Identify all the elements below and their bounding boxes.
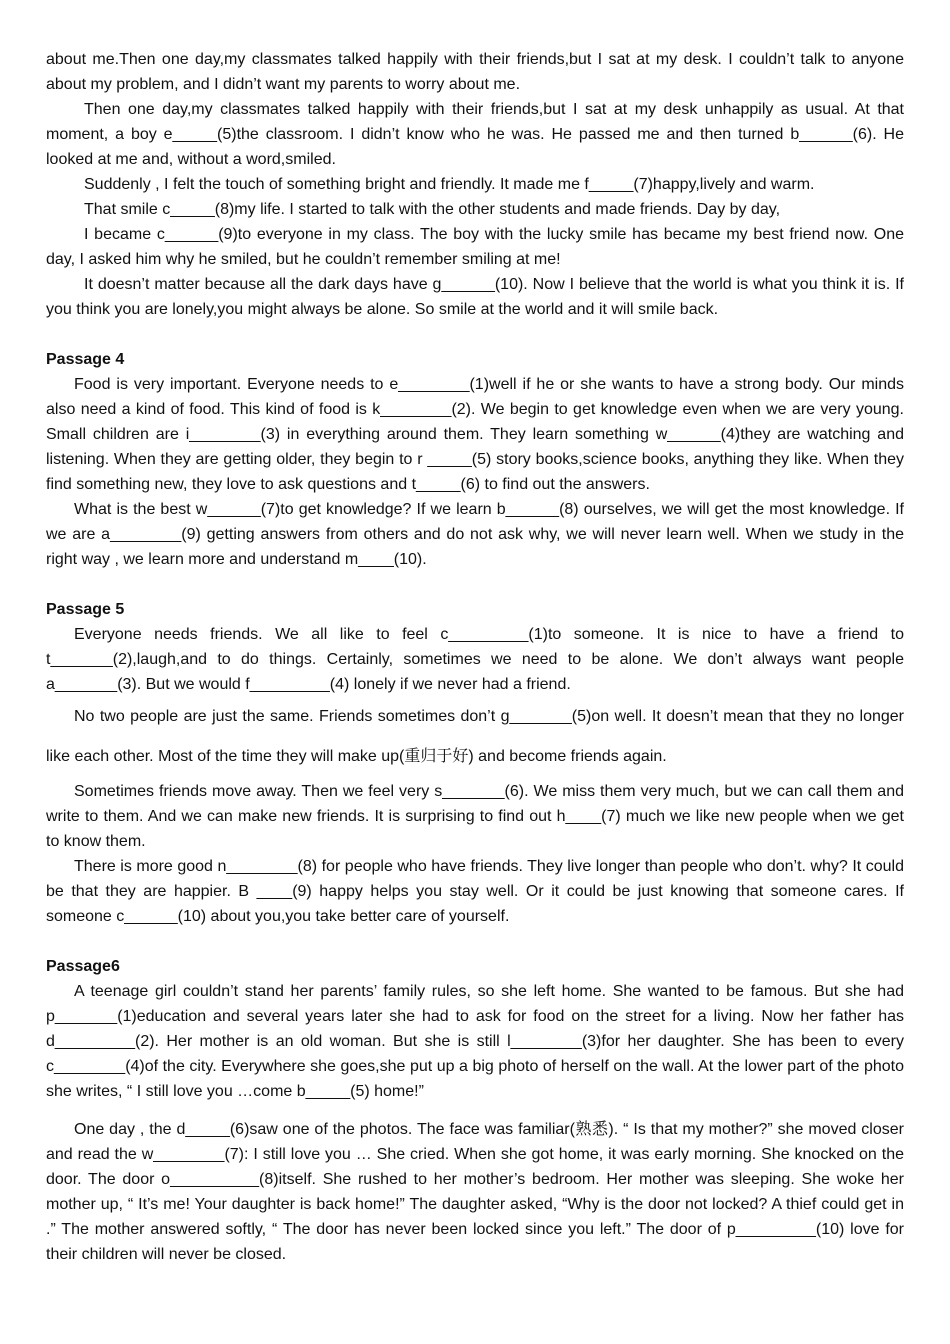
paragraph: Sometimes friends move away. Then we feel very s_______(6). We miss them very much, but we can call them and write to them. And we can make new friends. It is surprising to find out h____(7) much we like new people when we get to know them. bbox=[46, 783, 904, 850]
paragraph: That smile c_____(8)my life. I started to talk with the other students and made friends. Day by day, bbox=[84, 201, 781, 218]
paragraph: Then one day,my classmates talked happily with their friends,but I sat at my desk unhappily as usual. At that moment, a boy e_____(5)the classroom. I didn’t know who he was. He passed me and then turned b______(6). He looked at me and, without a word,smiled. bbox=[46, 101, 904, 168]
paragraph: One day , the d_____(6)saw one of the photos. The face was familiar(熟悉). “ Is that my mother?” she moved closer and read the w________(7): I still love you … She cried. When she got home, it was early morning. She knocked on the door. The door o__________(8)itself. She rushed to her mother’s bedroom. Her mother was sleeping. She woke her mother up, “ It’s me! Your daughter is back home!” The daughter asked, “Why is the door not locked? A thief could get in .” The mother answered softly, “ The door has never been locked since you left.” The door of p_________(10) love for their children will never be closed. bbox=[46, 1121, 904, 1263]
document-body bbox=[46, 47, 904, 1267]
paragraph: There is more good n________(8) for people who have friends. They live longer than people who don’t. why? It could be that they are happier. B ____(9) happy helps you stay well. Or it could be just knowing that someone cares. If someone c______(10) about you,you take better care of yourself. bbox=[46, 858, 904, 925]
paragraph: about me.Then one day,my classmates talked happily with their friends,but I sat at my desk. I couldn’t talk to anyone about my problem, and I didn’t want my parents to worry about me. bbox=[46, 51, 904, 93]
paragraph: What is the best w______(7)to get knowledge? If we learn b______(8) ourselves, we will get the most knowledge. If we are a________(9) getting answers from others and do not ask why, we will never learn well. When we study in the right way , we learn more and understand m____(10). bbox=[46, 501, 904, 568]
paragraph: A teenage girl couldn’t stand her parents’ family rules, so she left home. She wanted to be famous. But she had p_______(1)education and several years later she had to ask for food on the street for a living. Now her father has d_________(2). Her mother is an old woman. But she is still l________(3)for her daughter. She has been to every c________(4)of the city. Everywhere she goes,she put up a big photo of herself on the wall. At the lower part of the photo she writes, “ I still love you …come b_____(5) home!” bbox=[46, 983, 904, 1100]
paragraph: I became c______(9)to everyone in my class. The boy with the lucky smile has became my best friend now. One day, I asked him why he smiled, but he couldn’t remember smiling at me! bbox=[46, 226, 904, 268]
paragraph: No two people are just the same. Friends sometimes don’t g_______(5)on well. It doesn’t mean that they no longer like each other. Most of the time they will make up(重归于好) and become friends again. bbox=[46, 708, 904, 765]
paragraph: Suddenly , I felt the touch of something bright and friendly. It made me f_____(7)happy,lively and warm. bbox=[84, 176, 815, 193]
paragraph: Food is very important. Everyone needs to e________(1)well if he or she wants to have a strong body. Our minds also need a kind of food. This kind of food is k________(2). We begin to get knowledge even when we are very young. Small children are i________(3) in everything around them. They learn something w______(4)they are watching and listening. When they are getting older, they begin to r _____(5) story books,science books, anything they like. When they find something new, they love to ask questions and t_____(6) to find out the answers. bbox=[46, 376, 904, 493]
paragraph: Everyone needs friends. We all like to feel c_________(1)to someone. It is nice to have a friend to t_______(2),laugh,and to do things. Certainly, sometimes we need to be alone. We don’t always want people a_______(3). But we would f_________(4) lonely if we never had a friend. bbox=[46, 626, 904, 693]
passage-6-heading: Passage6 bbox=[46, 958, 120, 975]
paragraph: It doesn’t matter because all the dark days have g______(10). Now I believe that the world is what you think it is. If you think you are lonely,you might always be alone. So smile at the world and it will smile back. bbox=[46, 276, 904, 318]
passage-5-heading: Passage 5 bbox=[46, 601, 125, 618]
passage-4-heading: Passage 4 bbox=[46, 351, 125, 368]
